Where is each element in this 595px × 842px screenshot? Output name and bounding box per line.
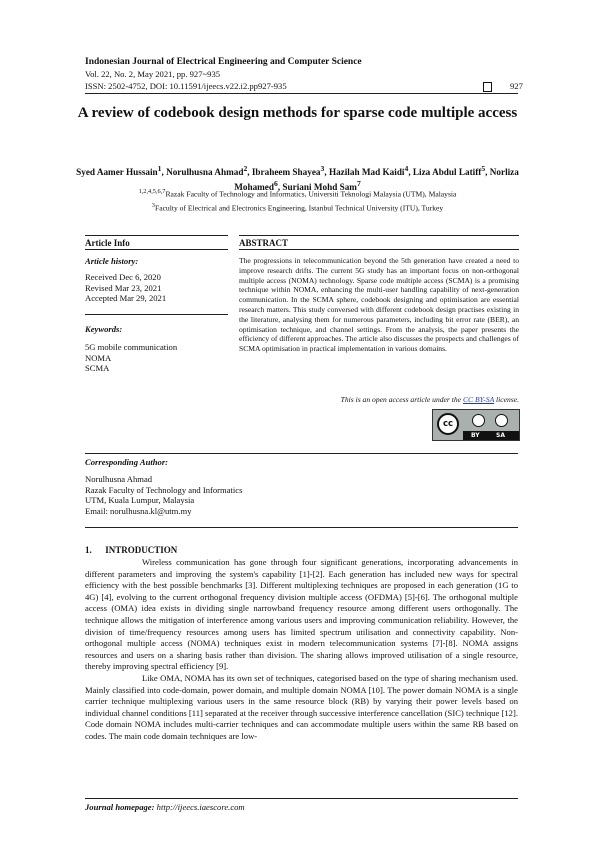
corresponding-email: Email: norulhusna.kl@utm.my (85, 505, 192, 516)
author-sup: 3 (320, 164, 325, 173)
header-rule (85, 93, 518, 94)
introduction-body (85, 557, 518, 743)
volume-line: Vol. 22, No. 2, May 2021, pp. 927~935 (85, 69, 221, 79)
cc-by-sa-badge[interactable] (432, 409, 520, 441)
keywords-rule (85, 314, 228, 315)
paper-title: A review of codebook design methods for sparse code multiple access (77, 105, 518, 121)
article-info-bottom-rule (85, 249, 228, 250)
section-heading-introduction: 1. INTRODUCTION (85, 545, 178, 555)
homepage-link[interactable]: http://ijeecs.iaescore.com (156, 802, 245, 812)
affiliation-text: Faculty of Electrical and Electronics Engineering, Istanbul Technical University (ITU), Turkey (154, 203, 444, 213)
affiliation-text: Razak Faculty of Technology and Informatics, Universiti Teknologi Malaysia (UTM), Malaysia (165, 189, 457, 199)
corresponding-location: UTM, Kuala Lumpur, Malaysia (85, 495, 195, 505)
share-alike-icon (495, 414, 508, 427)
author-name: Ibraheem Shayea (251, 167, 321, 178)
keyword: NOMA (85, 352, 112, 363)
keywords-list (85, 342, 177, 374)
abstract-bottom-rule (239, 249, 519, 250)
affiliation-sup: 3 (151, 201, 155, 209)
attribution-icon (472, 414, 485, 427)
cc-by-sa-link[interactable]: CC BY-SA (462, 395, 495, 404)
frontmatter-bottom-rule (85, 527, 518, 528)
paragraph: Wireless communication has gone through four significant generations, incorporating advancements in different parameters and improving the system's capability [1]-[2]. Each generation has included new ways for spectral efficiency with the best possible benchmarks [3]. Different multiplexing techniques are proposed in each generation (1G to 4G) [4], evolving to the current orthogonal frequency division multiple access (OFDMA) [5]-[6]. The orthogonal multiple access (OMA) idea exists in dividing single narrowband frequency resource among different users orthogonally. The technique allows the mitigation of interference among various users and improving communication reliability. However, the division of time/frequency resources among users has limited spectrum utilisation and connectivity capability. Non-orthogonal multiple access (NOMA) techniques exist in modern telecommunication systems [7]-[8]. NOMA assigns resources and users on a sharing basis rather than division. The sharing allows improved utilisation of a single resource, thereby improving spectral efficiency [9]. (85, 557, 518, 672)
license-suffix: license. (496, 395, 519, 404)
history-revised: Revised Mar 23, 2021 (85, 282, 162, 293)
author-sup: 2 (243, 164, 248, 173)
by-label: BY (471, 432, 480, 439)
affiliation-line (70, 186, 525, 200)
author-name: Liza Abdul Latiff (412, 167, 482, 178)
article-info-heading: Article Info (85, 238, 130, 248)
author-sup: 4 (404, 164, 409, 173)
journal-name: Indonesian Journal of Electrical Engineering and Computer Science (85, 57, 362, 67)
page-number: 927 (510, 81, 523, 91)
affiliations (70, 186, 525, 213)
author-name: Norliza Mohamed (234, 167, 519, 193)
keywords-heading: Keywords: (85, 324, 123, 334)
corresponding-name: Norulhusna Ahmad (85, 474, 153, 484)
author-name: Hazilah Mad Kaidi (328, 167, 405, 178)
sa-label: SA (496, 432, 505, 439)
homepage-label: Journal homepage (85, 802, 152, 812)
abstract-text: The progressions in telecommunication beyond the 5th generation have created a need to improve research drifts. The current 5G study has an important focus on non-orthogonal multiple access (NOMA) technology. Sparse code multiple access (SCMA) is a promising technique within NOMA, enhancing the multi-user handling capability of next-generation communication. In the SCMA sphere, codebook designing and optimisation are essential research matters. This study conversed with different codebook design practises existing in the literature, analysing them for numerous parameters, including bit error rate (BER), an optimisation technique, and channel settings. From the analysis, the paper presents the efficiency of different approaches. The article also discusses the prospects and challenges of SCMA optimisation in practical implementation in various domains. (239, 256, 519, 354)
cc-logo-icon: cc (437, 413, 459, 435)
affiliation-line (70, 200, 525, 214)
history-received: Received Dec 6, 2020 (85, 272, 161, 282)
corresponding-details (85, 474, 242, 516)
corresponding-heading: Corresponding Author: (85, 457, 169, 467)
author-name: Syed Aamer Hussain (76, 167, 158, 178)
corresponding-faculty: Razak Faculty of Technology and Informatics (85, 484, 243, 495)
history-accepted: Accepted Mar 29, 2021 (85, 293, 167, 303)
corresponding-rule (85, 453, 518, 454)
paragraph: Like OMA, NOMA has its own set of techniques, categorised based on the type of sharing mechanism used. Mainly classified into code-domain, power domain, and multiple domain NOMA [10]. The power domain NOMA is a single carrier technique multiplexing various users in the same resource block (RB) by varying their power levels based on individual channel conditions [11] separated at the receiver through successive interference cancellation (SIC) technique [12]. Code domain NOMA includes multi-carrier techniques and can accommodate multiple users within the same RB based on codes. The main code domain techniques are low- (85, 672, 518, 741)
author-sup: 7 (356, 179, 361, 189)
issn-doi-line: ISSN: 2502-4752, DOI: 10.11591/ijeecs.v22.i2.pp927-935 (85, 81, 287, 91)
journal-homepage: Journal homepage: http://ijeecs.iaescore.com (85, 802, 245, 812)
keyword: SCMA (85, 363, 110, 373)
author-sup: 6 (274, 179, 278, 189)
keyword: 5G mobile communication (85, 342, 178, 352)
footer-rule (85, 798, 518, 799)
page-box-icon (483, 82, 492, 92)
license-note (239, 395, 519, 404)
abstract-top-rule (239, 235, 519, 236)
author-name: Suriani Mohd Sam (282, 182, 357, 193)
article-history-heading: Article history: (85, 256, 139, 266)
author-sup: 1 (157, 164, 162, 173)
affiliation-sup: 1,2,4,5,6,7 (138, 188, 166, 195)
author-list: Syed Aamer Hussain$^1$, Norulhusna Ahmad$^2$, Ibraheem Shayea$^3$, Hazilah Mad Kaidi$^4$, Liza Abdul Latiff$^5$, Norliza Mohamed$^6$, Suriani Mohd Sam$^7$ (76, 164, 519, 193)
article-info-top-rule (85, 235, 228, 236)
author-sup: 5 (481, 164, 486, 173)
article-history (85, 272, 166, 304)
license-prefix: This is an open access article under the (340, 395, 462, 404)
author-name: Norulhusna Ahmad (166, 167, 244, 178)
abstract-heading: ABSTRACT (239, 238, 289, 248)
